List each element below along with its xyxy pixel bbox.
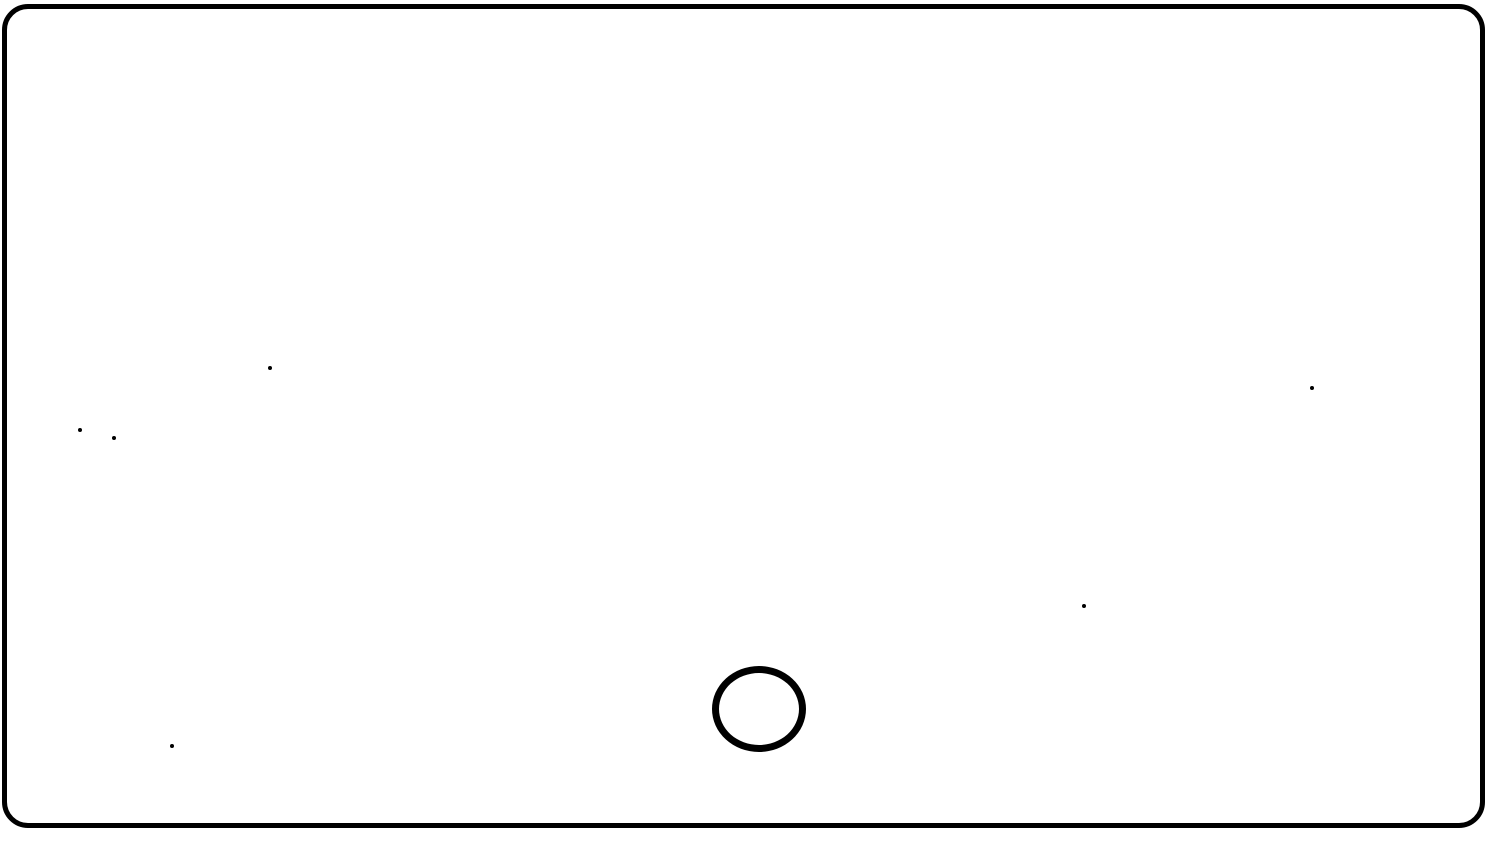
card-hole (712, 666, 806, 752)
speck (1310, 386, 1314, 390)
speck (1082, 604, 1086, 608)
speck (112, 436, 116, 440)
speck (78, 428, 82, 432)
speck (268, 366, 272, 370)
speck (170, 744, 174, 748)
